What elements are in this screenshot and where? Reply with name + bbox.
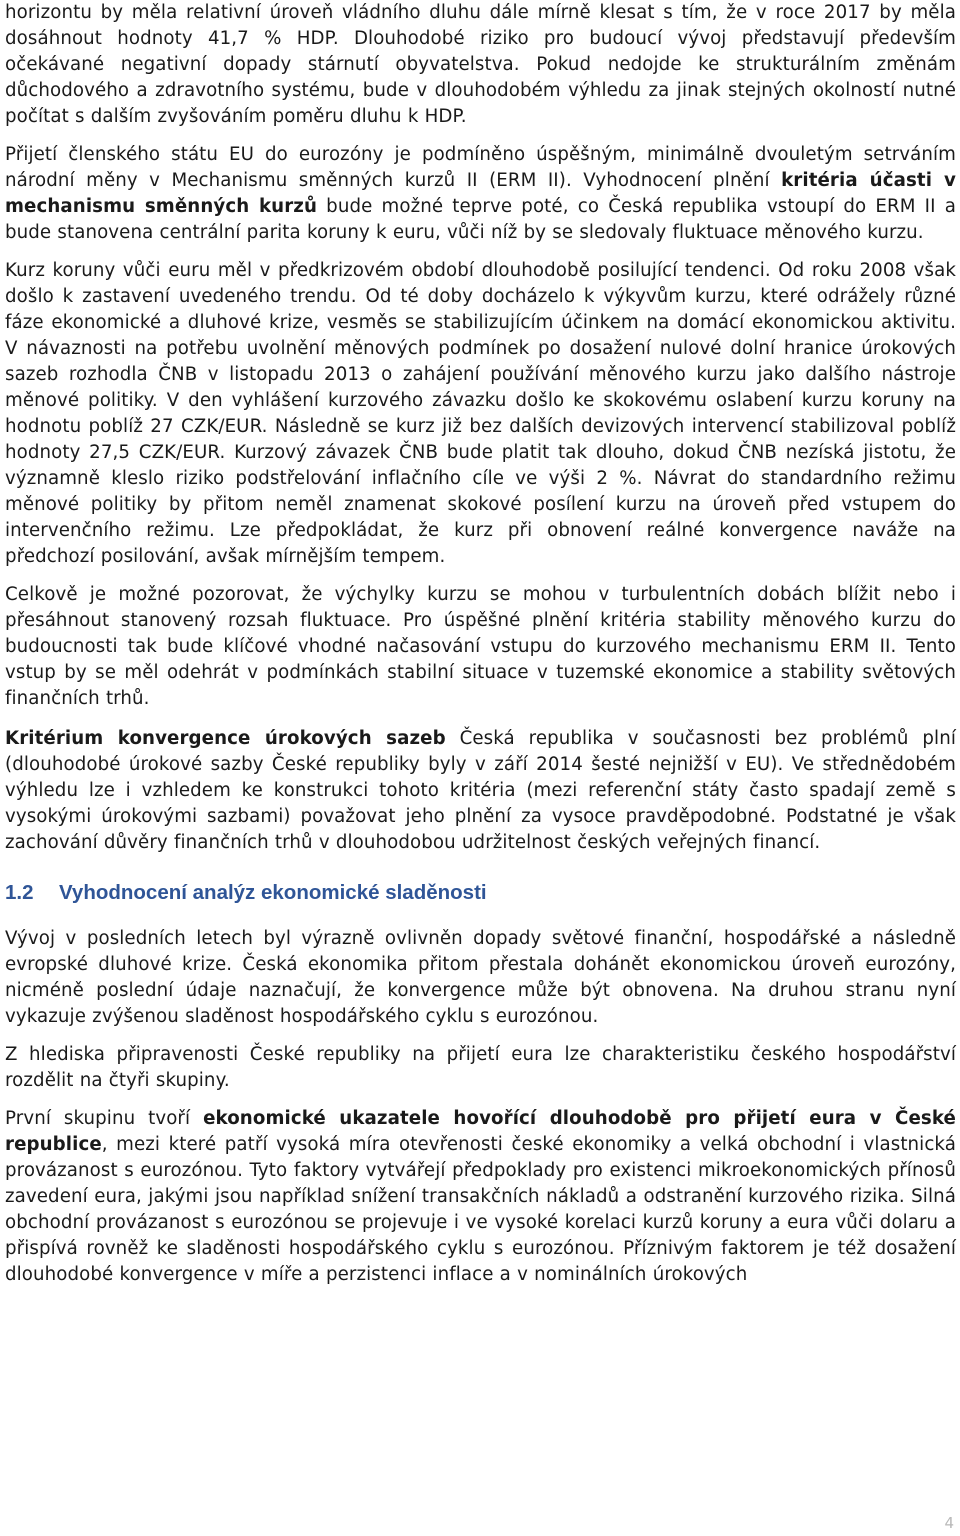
text-run: Vývoj v posledních letech byl výrazně ovlivněn dopady světové finanční, hospodářské a následně evropské dluhové krize. Česká ekonomika přitom přestala dohánět ekonomickou úroveň eurozóny, nicméně poslední údaje naznačují, že konvergence může být obnovena. Na druhou stranu nyní vykazuje zvýšenou sladěnost hospodářského cyklu s eurozónou. [5,928,956,1027]
section-number: 1.2 [5,881,34,904]
text-block-after-heading [5,926,956,1288]
text-run: Přijetí členského státu EU do eurozóny je podmíněno úspěšným, minimálně dvouletým setrváním národní měny v Mechanismu směnných kurzů II (ERM II). Vyhodnocení plnění [5,144,956,191]
text-block-before-heading [5,0,956,856]
text-run: horizontu by měla relativní úroveň vládního dluhu dále mírně klesat s tím, že v roce 2017 by měla dosáhnout hodnoty 41,7 % HDP. Dlouhodobé riziko pro budoucí vývoj představují především očekávané negativní dopady stárnutí obyvatelstva. Pokud nedojde ke strukturálním změnám důchodového a zdravotního systému, bude v dlouhodobém výhledu za jinak stejných okolností nutné počítat s dalším zvyšováním poměru dluhu k HDP. [5,2,956,127]
paragraph-interest-rate-criterion [5,726,956,856]
paragraph-crisis-impact [5,926,956,1030]
paragraph-first-group [5,1106,956,1288]
text-run: Z hlediska připravenosti České republiky na přijetí eura lze charakteristiku českého hospodářství rozdělit na čtyři skupiny. [5,1044,956,1091]
text-run: , mezi které patří vysoká míra otevřenosti české ekonomiky a velká obchodní i vlastnická provázanost s eurozónou. Tyto faktory vytvářejí předpoklady pro existenci mikroekonomických přínosů zavedení eura, jakými jsou například snížení transakčních nákladů a odstranění kurzového rizika. Silná obchodní provázanost s eurozónou se projevuje i ve vysoké korelaci kurzů koruny a eura vůči dolaru a přispívá rovněž ke sladěnosti hospodářského cyklu s eurozónou. Příznivým faktorem je též dosažení dlouhodobé konvergence v míře a perzistenci inflace a v nominálních úrokových [5,1134,956,1285]
paragraph-gap [5,1030,956,1042]
paragraph-four-groups [5,1042,956,1094]
paragraph-gap [5,1094,956,1106]
section-title: Vyhodnocení analýz ekonomické sladěnosti [59,881,487,904]
paragraph-gap [5,130,956,142]
paragraph-gap [5,246,956,258]
paragraph-gap [5,570,956,582]
text-run: Kurz koruny vůči euru měl v předkrizovém období dlouhodobě posilující tendenci. Od roku 2008 však došlo k zastavení uvedeného trendu. Od té doby docházelo k výkyvům kurzu, které odrážely různé fáze ekonomické a dluhové krize, vesměs se stabilizujícím účinkem na domácí ekonomickou aktivitu. V návaznosti na potřebu uvolnění měnových podmínek po dosažení nulové dolní hranice úrokových sazeb rozhodla ČNB v listopadu 2013 o zahájení používání měnového kurzu jako dalšího nástroje měnové politiky. V den vyhlášení kurzového závazku došlo ke skokovému oslabení kurzu koruny na hodnotu poblíž 27 CZK/EUR. Následně se kurz již bez dalších devizových intervencí stabilizoval poblíž hodnoty 27,5 CZK/EUR. Kurzový závazek ČNB bude platit tak dlouho, dokud ČNB nezíská jistotu, že významně kleslo riziko podstřelování inflačního cíle ve výši 2 %. Návrat do standardního režimu měnové politiky by přitom neměl znamenat skokové posílení kurzu na úroveň před vstupem do intervenčního režimu. Lze předpokládat, že kurz při obnovení reálné konvergence naváže na předchozí posilování, avšak mírnějším tempem. [5,260,956,567]
document-page [5,0,956,1288]
bold-text-run: ekonomické ukazatele hovořící dlouhodobě pro přijetí eura v České republice [5,1108,956,1155]
bold-text-run: kritéria účasti v mechanismu směnných kurzů [5,170,956,217]
paragraph-gap [5,712,956,726]
section-heading [5,856,956,926]
page-number: 4 [944,1514,954,1532]
text-run: Česká republika v současnosti bez problémů plní (dlouhodobé úrokové sazby České republiky byly v září 2014 šesté nejnižší v EU). Ve střednědobém výhledu lze i vzhledem ke konstrukci tohoto kritéria (mezi referenční státy často spadají země s vysokými úrokovými sazbami) považovat jeho plnění za vysoce pravděpodobné. Podstatné je však zachování důvěry finančních trhů v dlouhodobou udržitelnost českých veřejných financí. [5,728,956,853]
paragraph-exchange-rate [5,258,956,570]
text-run: bude možné teprve poté, co Česká republika vstoupí do ERM II a bude stanovena centrální parita koruny k euru, vůči níž by se sledovaly fluktuace měnového kurzu. [5,196,956,243]
text-run: První skupinu tvoří [5,1108,204,1129]
paragraph-erm-criterion [5,142,956,246]
text-run: Celkově je možné pozorovat, že výchylky kurzu se mohou v turbulentních dobách blížit nebo i přesáhnout stanovený rozsah fluktuace. Pro úspěšné plnění kritéria stability měnového kurzu do budoucnosti tak bude klíčové vhodné načasování vstupu do kurzového mechanismu ERM II. Tento vstup by se měl odehrát v podmínkách stabilní situace v tuzemské ekonomice a stability světových finančních trhů. [5,584,956,709]
paragraph-fluctuation [5,582,956,712]
bold-text-run: Kritérium konvergence úrokových sazeb [5,728,446,749]
paragraph-debt-outlook [5,0,956,130]
